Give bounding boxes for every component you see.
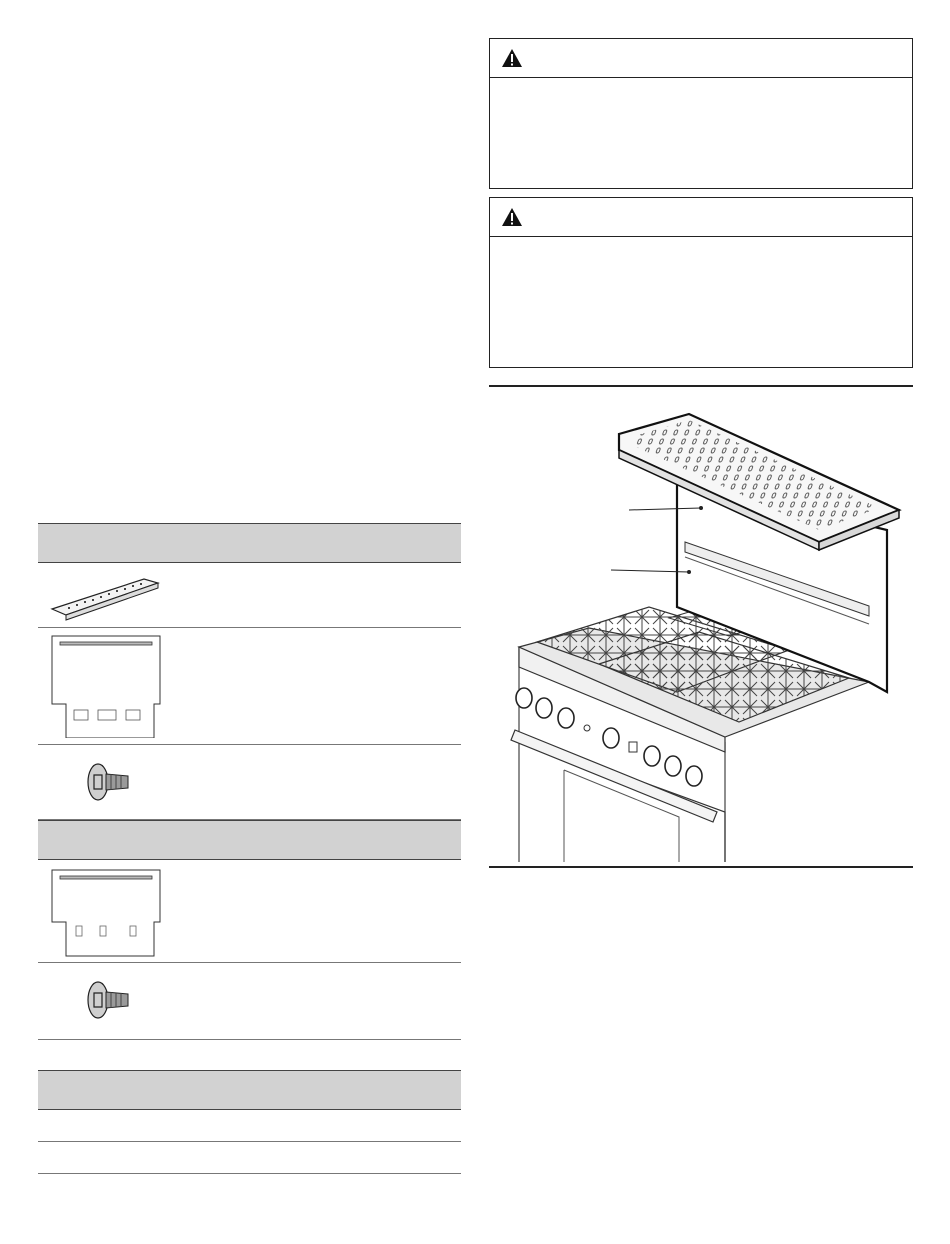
warning-box-1 — [489, 38, 913, 189]
table-header — [38, 1070, 461, 1110]
parts-table-2 — [38, 820, 461, 1040]
table-row — [38, 1110, 461, 1142]
figure-bottom-rule — [489, 866, 913, 868]
warning-header — [490, 39, 912, 78]
screw-icon — [86, 761, 132, 803]
back-panel-short-part-icon — [50, 868, 162, 958]
warning-box-2 — [489, 197, 913, 368]
table-row-screw — [38, 963, 461, 1040]
figure-top-rule — [489, 385, 913, 387]
back-panel-part-icon — [50, 634, 162, 738]
table-header — [38, 820, 461, 860]
parts-table-1 — [38, 523, 461, 820]
table-row-back-panel-short — [38, 860, 461, 963]
warning-header — [490, 198, 912, 237]
shelf-part-icon — [48, 571, 163, 621]
table-row — [38, 1142, 461, 1174]
table-row-screw — [38, 745, 461, 820]
warning-triangle-icon — [501, 207, 523, 227]
screw-icon — [86, 979, 132, 1021]
table-row-shelf — [38, 563, 461, 628]
table-row-back-panel — [38, 628, 461, 745]
warning-triangle-icon — [501, 48, 523, 68]
parts-table-3 — [38, 1070, 461, 1174]
range-backguard-illustration — [489, 392, 913, 866]
table-header — [38, 523, 461, 563]
